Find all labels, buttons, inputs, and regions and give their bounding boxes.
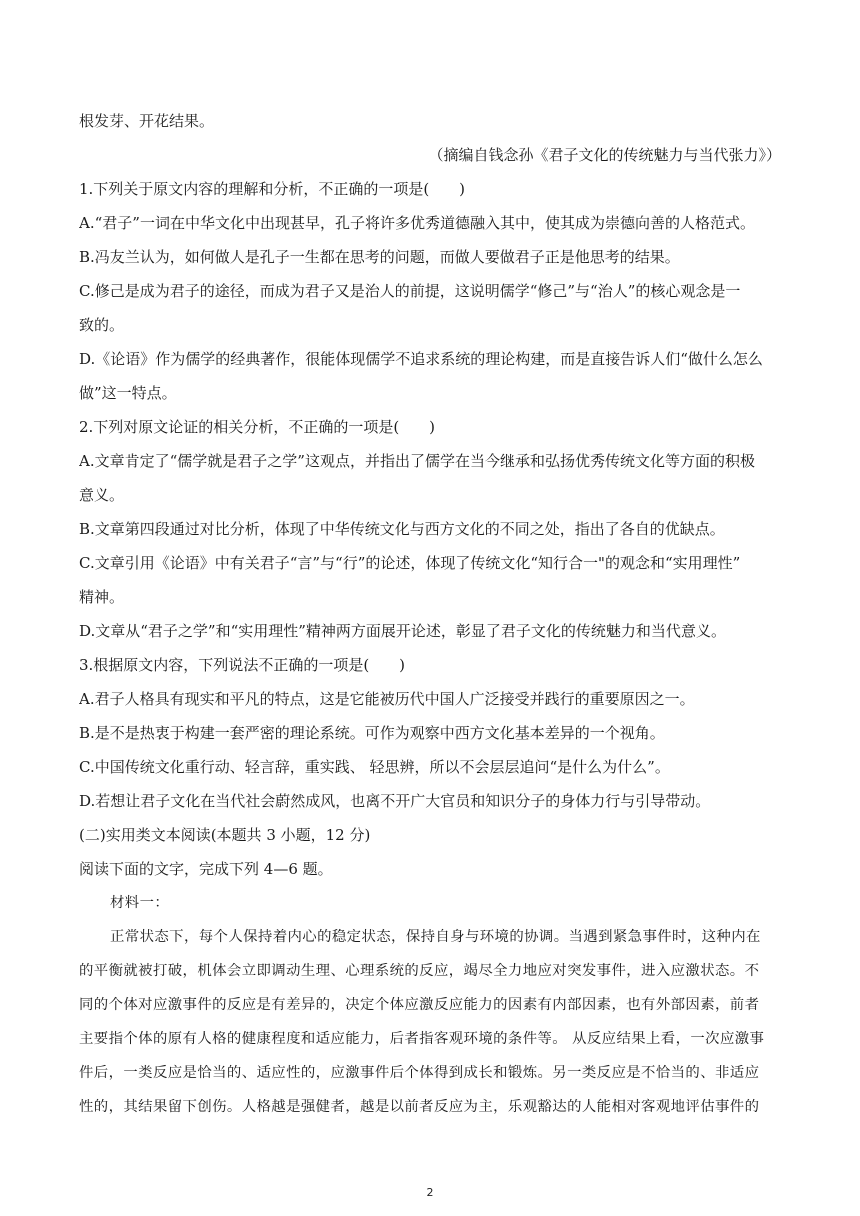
question-2-option-a-line2: 意义。 — [79, 486, 125, 504]
section-2-instruction: 阅读下面的文字，完成下列 4—6 题。 — [79, 860, 333, 878]
question-2-option-d: D.文章从“君子之学”和“实用理性”精神两方面展开论述，彰显了君子文化的传统魅力和当代意义。 — [79, 622, 726, 640]
question-2-option-c-line2: 精神。 — [79, 588, 125, 606]
material-paragraph-line: 主要指个体的原有人格的健康程度和适应能力，后者指客观环境的条件等。 从反应结果上看，一次应激事 — [79, 1031, 765, 1047]
page-number: 2 — [426, 1186, 434, 1199]
question-2-option-a-line1: A.文章肯定了“儒学就是君子之学”这观点，并指出了儒学在当今继承和弘扬优秀传统文化等方面的积极 — [79, 452, 755, 470]
question-1-option-c-line2: 致的。 — [79, 316, 125, 334]
question-3-option-b: B.是不是热衷于构建一套严密的理论系统。可作为观察中西方文化基本差异的一个视角。 — [79, 724, 665, 742]
question-3-stem: 3.根据原文内容，下列说法不正确的一项是( ) — [79, 656, 406, 674]
material-paragraph-line: 的平衡就被打破，机体会立即调动生理、心理系统的反应，竭尽全力地应对突发事件，进入应激状态。不 — [79, 963, 760, 979]
question-2-option-c-line1: C.文章引用《论语》中有关君子“言”与“行”的论述，体现了传统文化“知行合一"的观念和“实用理性” — [79, 554, 741, 572]
material-paragraph-line: 性的，其结果留下创伤。人格越是强健者，越是以前者反应为主，乐观豁达的人能相对客观地评估事件的 — [79, 1099, 760, 1115]
material-label: 材料一： — [110, 895, 170, 911]
question-3-option-d: D.若想让君子文化在当代社会蔚然成风，也离不开广大官员和知识分子的身体力行与引导带动。 — [79, 792, 711, 810]
question-2-stem: 2.下列对原文论证的相关分析，不正确的一项是( ) — [79, 418, 436, 436]
material-paragraph-line: 正常状态下，每个人保持着内心的稳定状态，保持自身与环境的协调。当遇到紧急事件时，这种内在 — [110, 929, 761, 945]
question-1-option-d-line2: 做”这一特点。 — [79, 384, 177, 402]
source-citation: （摘编自钱念孙《君子文化的传统魅力与当代张力》） — [428, 146, 781, 164]
material-paragraph-line: 同的个体对应激事件的反应是有差异的，决定个体应激反应能力的因素有内部因素，也有外部因素，前者 — [79, 997, 760, 1013]
question-1-stem: 1.下列关于原文内容的理解和分析，不正确的一项是( ) — [79, 180, 466, 198]
question-3-option-c: C.中国传统文化重行动、轻言辞，重实践、 轻思辨，所以不会层层追问“是什么为什么”。 — [79, 758, 670, 776]
material-paragraph-line: 件后，一类反应是恰当的、适应性的，应激事件后个体得到成长和锻炼。另一类反应是不恰当的、非适应 — [79, 1065, 760, 1081]
question-3-option-a: A.君子人格具有现实和平凡的特点，这是它能被历代中国人广泛接受并践行的重要原因之一。 — [79, 690, 695, 708]
section-2-title: (二)实用类文本阅读(本题共 3 小题，12 分) — [79, 826, 371, 844]
question-1-option-c-line1: C.修己是成为君子的途径，而成为君子又是治人的前提，这说明儒学“修己”与“治人”的核心观念是一 — [79, 282, 741, 300]
question-1-option-a: A.“君子”一词在中华文化中出现甚早，孔子将许多优秀道德融入其中，使其成为崇德向善的人格范式。 — [79, 214, 755, 232]
continuation-line: 根发芽、开花结果。 — [79, 112, 215, 130]
question-2-option-b: B.文章第四段通过对比分析，体现了中华传统文化与西方文化的不同之处，指出了各自的优缺点。 — [79, 520, 725, 538]
question-1-option-b: B.冯友兰认为，如何做人是孔子一生都在思考的问题，而做人要做君子正是他思考的结果。 — [79, 248, 680, 266]
question-1-option-d-line1: D.《论语》作为儒学的经典著作，很能体现儒学不追求系统的理论构建，而是直接告诉人们“做什么怎么 — [79, 350, 763, 368]
